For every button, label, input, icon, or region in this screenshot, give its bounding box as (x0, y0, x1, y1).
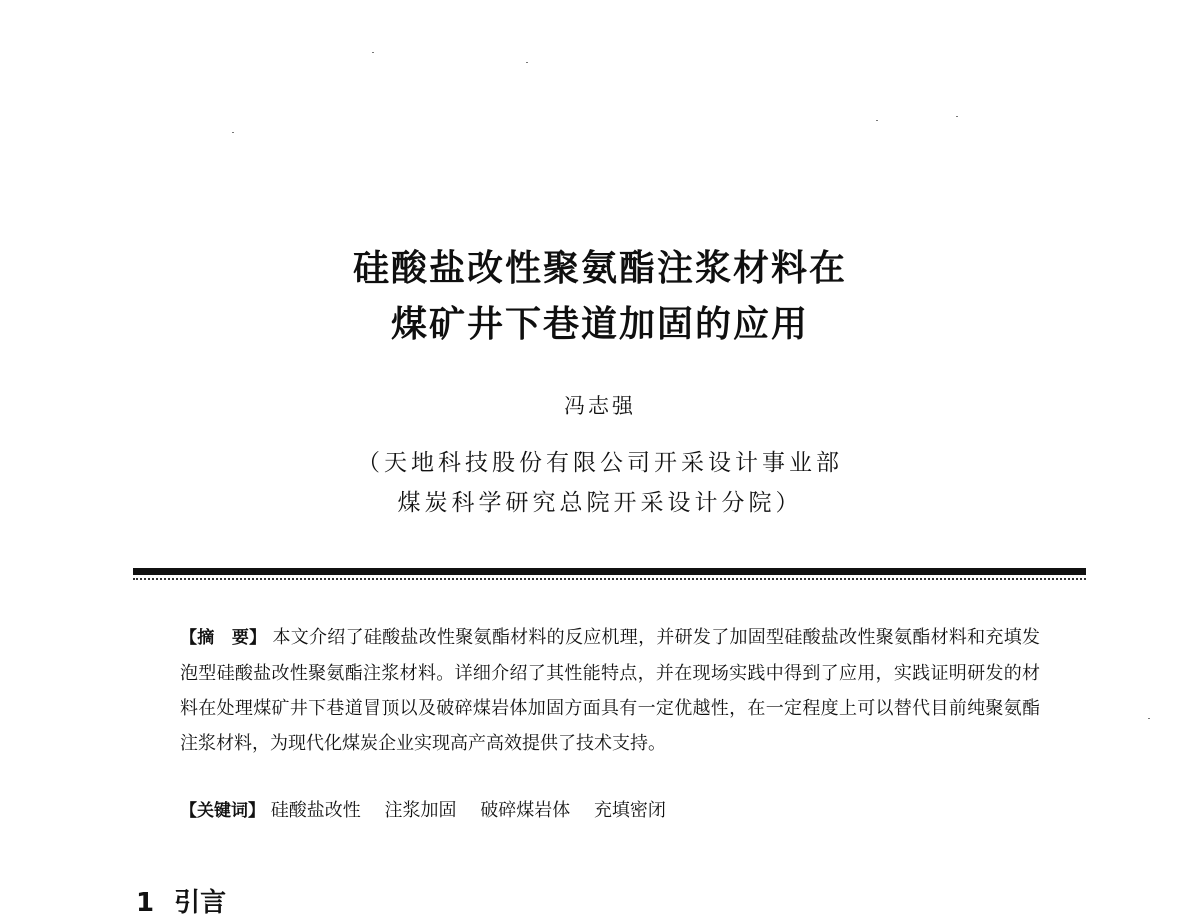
keywords-block (180, 793, 1040, 829)
scan-speck (372, 52, 374, 53)
abstract-block (180, 620, 1040, 761)
header-dotted-rule (133, 578, 1086, 580)
keywords-label: 【关键词】 (180, 801, 265, 821)
section-heading (136, 882, 226, 919)
affiliation-line-2: 煤炭科学研究总院开采设计分院） (397, 490, 803, 516)
keyword: 充填密闭 (593, 800, 666, 821)
scan-speck (1148, 718, 1150, 719)
section-title: 引言 (174, 888, 227, 918)
paper-title-line-1: 硅酸盐改性聚氨酯注浆材料在 (352, 248, 847, 289)
header-rule (133, 568, 1086, 575)
keyword: 破碎煤岩体 (480, 800, 571, 821)
scan-speck (526, 62, 528, 63)
keyword: 硅酸盐改性 (270, 800, 361, 821)
abstract-label: 【摘 要】 (180, 628, 267, 648)
affiliation-line-1: （天地科技股份有限公司开采设计事业部 (357, 450, 843, 476)
keyword: 注浆加固 (384, 800, 457, 821)
abstract-text: 本文介绍了硅酸盐改性聚氨酯材料的反应机理，并研发了加固型硅酸盐改性聚氨酯材料和充填发泡型硅酸盐改性聚氨酯注浆材料。详细介绍了其性能特点，并在现场实践中得到了应用，实践证明研发的材料在处理煤矿井下巷道冒顶以及破碎煤岩体加固方面具有一定优越性，在一定程度上可以替代目前纯聚氨酯注浆材料，为现代化煤炭企业实现高产高效提供了技术支持。 (180, 627, 1041, 754)
section-number: 1 (136, 888, 155, 918)
scan-speck (232, 132, 234, 133)
author-name: 冯志强 (564, 394, 636, 418)
scan-speck (956, 116, 958, 117)
paper-title-line-2: 煤矿井下巷道加固的应用 (390, 304, 809, 345)
scan-speck (876, 120, 878, 121)
